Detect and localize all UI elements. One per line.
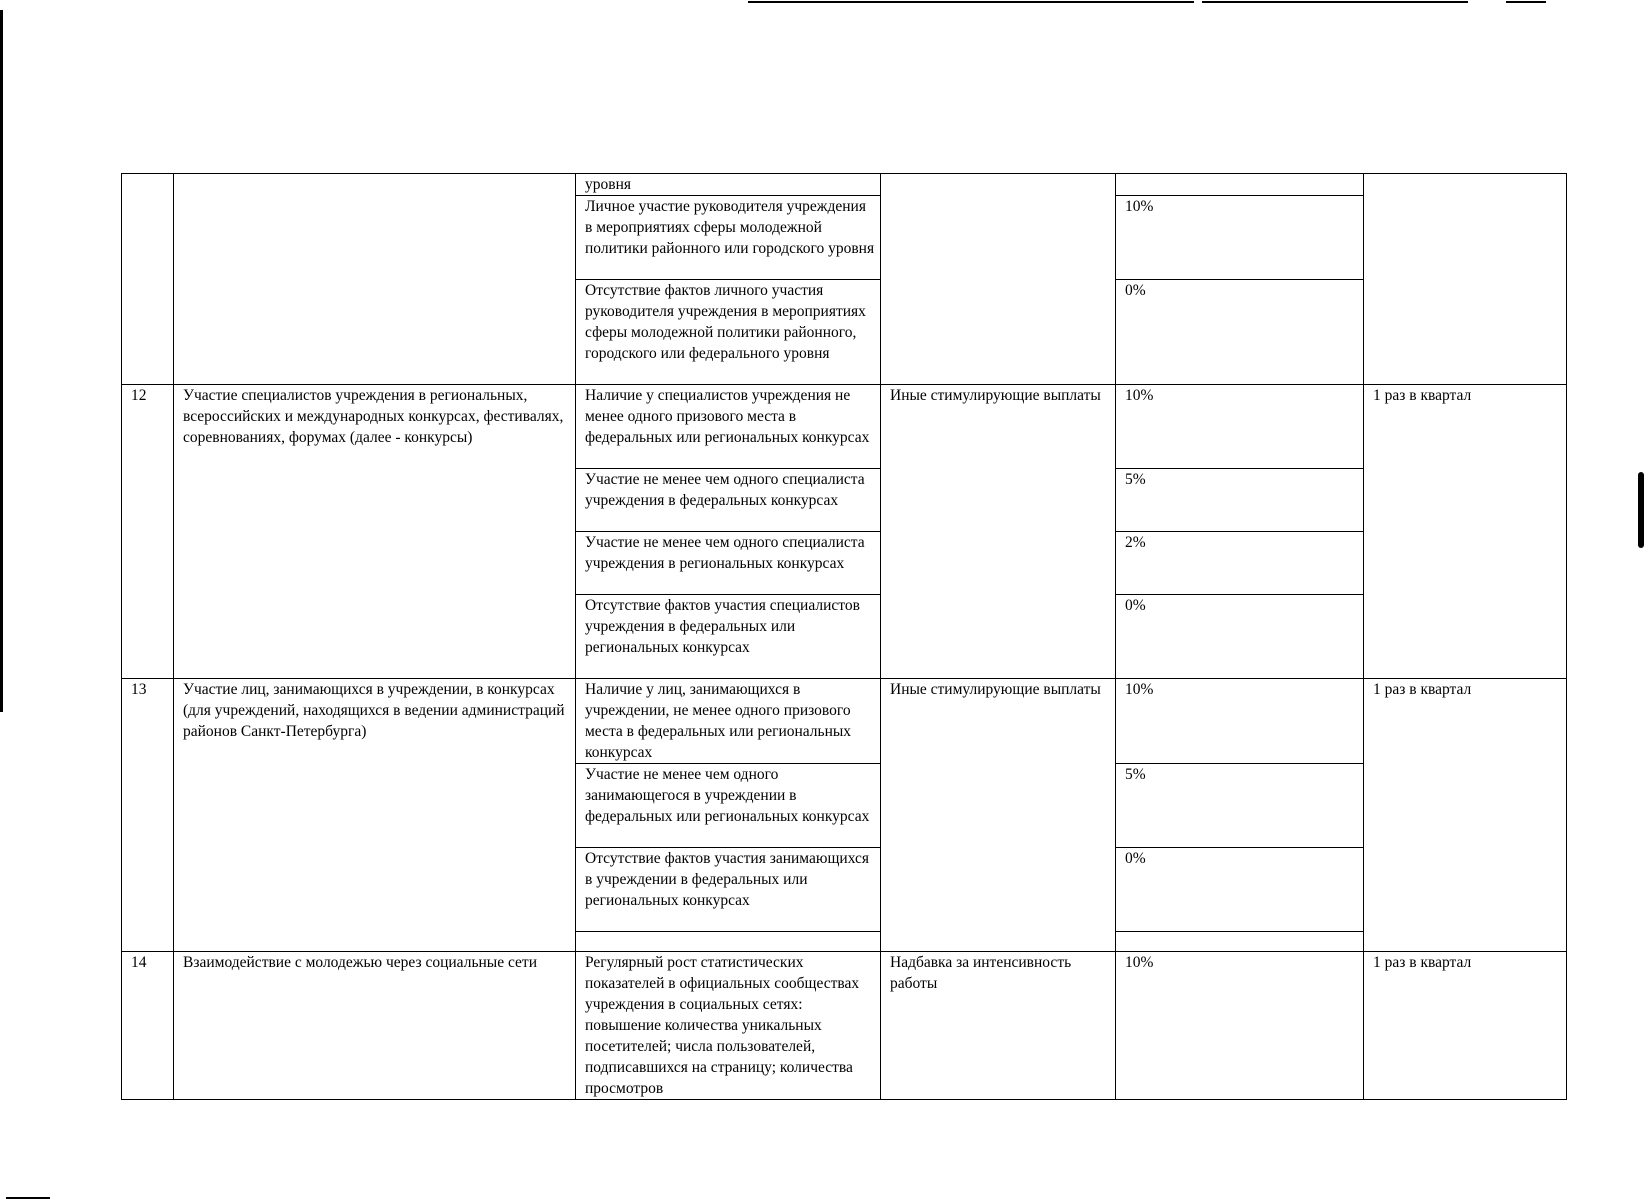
header-rule-2 [1202,1,1468,3]
criterion-cell: Участие не менее чем одного специалиста учреждения в федеральных конкурсах [576,469,881,532]
scan-edge-mark-right [1638,472,1644,548]
row-number: 14 [122,952,174,1100]
payment-cell: Иные стимулирующие выплаты [881,679,1116,952]
period-cell: 1 раз в квартал [1364,679,1567,952]
header-rule-3 [1506,1,1546,3]
row-number: 13 [122,679,174,952]
num-cell [122,174,174,385]
indicator-cell: Участие специалистов учреждения в региональных, всероссийских и международных конкурсах, фестивалях, соревнованиях, форумах (далее - конкурсы) [174,385,576,679]
table-row [122,952,1567,1100]
criteria-table [121,173,1567,1100]
value-cell: 0% [1116,280,1364,385]
scan-edge-line-left [0,10,3,712]
criterion-cell: Наличие у лиц, занимающихся в учреждении, не менее одного призового места в федеральных или региональных конкурсах [576,679,881,764]
indicator-cell: Участие лиц, занимающихся в учреждении, в конкурсах (для учреждений, находящихся в ведении администраций районов Санкт-Петербурга) [174,679,576,952]
criterion-cell: Отсутствие фактов участия специалистов учреждения в федеральных или региональных конкурсах [576,595,881,679]
value-cell: 2% [1116,532,1364,595]
criterion-cell: Отсутствие фактов личного участия руководителя учреждения в мероприятиях сферы молодежной политики районного, городского или федерального уровня [576,280,881,385]
value-cell: 10% [1116,196,1364,280]
value-cell [1116,932,1364,952]
criterion-cell: Регулярный рост статистических показателей в официальных сообществах учреждения в социальных сетях: повышение количества уникальных посетителей; числа пользователей, подписавшихся на страницу; количества просмотров [576,952,881,1100]
period-cell: 1 раз в квартал [1364,385,1567,679]
value-cell [1116,174,1364,196]
period-cell: 1 раз в квартал [1364,952,1567,1100]
criterion-cell: Отсутствие фактов участия занимающихся в учреждении в федеральных или региональных конкурсах [576,848,881,932]
value-cell: 10% [1116,952,1364,1100]
value-cell: 5% [1116,764,1364,848]
payment-cell: Иные стимулирующие выплаты [881,385,1116,679]
period-cell [1364,174,1567,385]
header-rule-1 [748,1,1194,3]
value-cell: 10% [1116,679,1364,764]
table-row [122,679,1567,764]
criterion-cell: Участие не менее чем одного занимающегося в учреждении в федеральных или региональных конкурсах [576,764,881,848]
table-row [122,174,1567,196]
footer-rule [6,1197,50,1199]
criterion-cell: уровня [576,174,881,196]
criterion-cell [576,932,881,952]
criterion-cell: Личное участие руководителя учреждения в мероприятиях сферы молодежной политики районного или городского уровня [576,196,881,280]
value-cell: 5% [1116,469,1364,532]
table-row [122,385,1567,469]
value-cell: 10% [1116,385,1364,469]
criterion-cell: Участие не менее чем одного специалиста учреждения в региональных конкурсах [576,532,881,595]
payment-cell [881,174,1116,385]
row-number: 12 [122,385,174,679]
value-cell: 0% [1116,595,1364,679]
value-cell: 0% [1116,848,1364,932]
indicator-cell: Взаимодействие с молодежью через социальные сети [174,952,576,1100]
indicator-cell [174,174,576,385]
criterion-cell: Наличие у специалистов учреждения не менее одного призового места в федеральных или региональных конкурсах [576,385,881,469]
payment-cell: Надбавка за интенсивность работы [881,952,1116,1100]
